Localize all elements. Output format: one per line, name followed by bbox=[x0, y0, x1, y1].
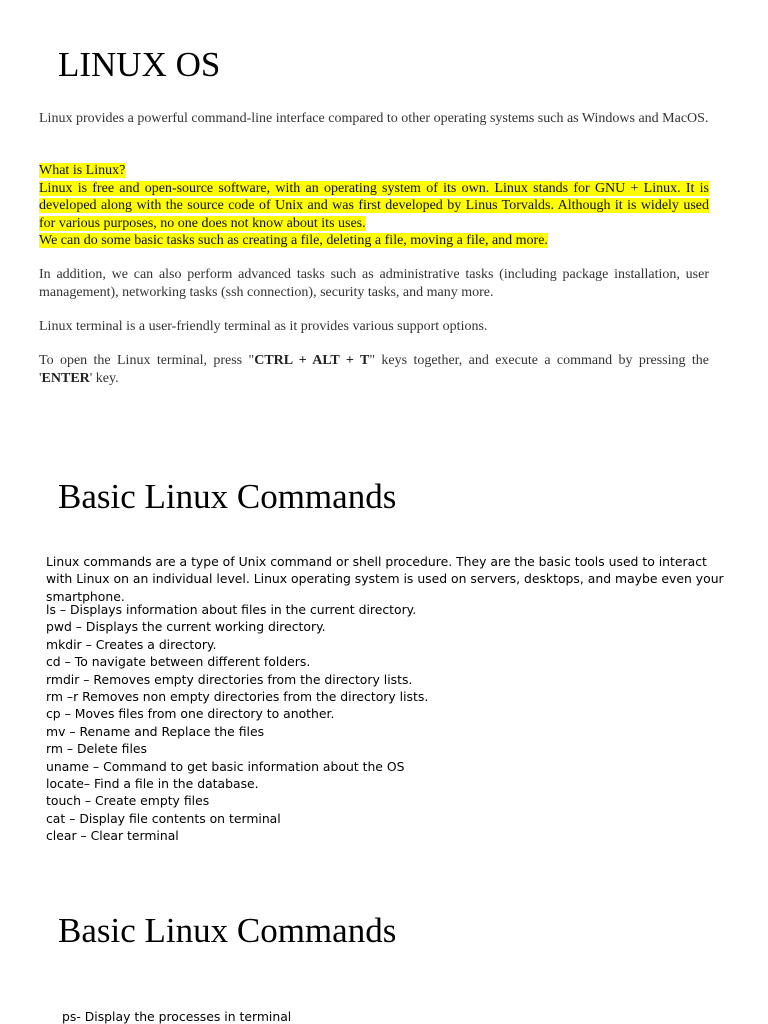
shortcut-keys: CTRL + ALT + T bbox=[254, 353, 370, 368]
intro-paragraph: Linux provides a powerful command-line interface compared to other operating systems such as Windows and MacOS. bbox=[39, 111, 709, 126]
terminal-note-paragraph: Linux terminal is a user-friendly terminal as it provides various support options. bbox=[39, 319, 488, 334]
highlighted-block bbox=[39, 162, 709, 250]
list-item: uname – Command to get basic information about the OS bbox=[46, 758, 405, 774]
list-item: ls – Displays information about files in the current directory. bbox=[46, 602, 417, 617]
section-title-linux-os: LINUX OS bbox=[58, 45, 221, 84]
highlight-what-is-linux: What is Linux? bbox=[39, 163, 126, 178]
list-item: pwd – Displays the current working directory. bbox=[46, 619, 326, 635]
command-list-2 bbox=[62, 1008, 662, 1024]
list-item: cd – To navigate between different folders. bbox=[46, 654, 311, 670]
list-item: mv – Rename and Replace the files bbox=[46, 723, 265, 739]
section-title-basic-commands-2: Basic Linux Commands bbox=[58, 911, 397, 950]
command-list bbox=[46, 601, 646, 845]
section-title-basic-commands: Basic Linux Commands bbox=[58, 477, 397, 516]
list-item: mkdir – Creates a directory. bbox=[46, 636, 217, 652]
open-terminal-paragraph bbox=[39, 352, 709, 387]
list-item: locate– Find a file in the database. bbox=[46, 776, 259, 792]
commands-intro-paragraph: Linux commands are a type of Unix command or shell procedure. They are the basic tools used to interact with Linux on an individual level. Linux operating system is used on servers, desktops, and maybe even your smartphone. bbox=[46, 554, 724, 604]
list-item: rm – Delete files bbox=[46, 741, 147, 757]
list-item: rmdir – Removes empty directories from the directory lists. bbox=[46, 671, 413, 687]
list-item: rm –r Removes non empty directories from the directory lists. bbox=[46, 689, 429, 705]
list-item: cat – Display file contents on terminal bbox=[46, 810, 281, 826]
list-item: ps- Display the processes in terminal bbox=[62, 1009, 292, 1024]
open-terminal-suffix: ' key. bbox=[89, 370, 119, 386]
open-terminal-prefix: To open the Linux terminal, press " bbox=[39, 353, 255, 368]
list-item: touch – Create empty files bbox=[46, 793, 210, 809]
advanced-tasks-paragraph: In addition, we can also perform advanced tasks such as administrative tasks (including package installation, user management), networking tasks (ssh connection), security tasks, and many more. bbox=[39, 267, 709, 300]
highlight-basic-tasks: We can do some basic tasks such as creating a file, deleting a file, moving a file, and more. bbox=[39, 233, 548, 248]
highlight-linux-description: Linux is free and open-source software, with an operating system of its own. Linux stands for GNU + Linux. It is developed along with the source code of Unix and was first developed by Linus Torvalds. Although it is widely used for various purposes, no one does not know about its uses. bbox=[39, 180, 709, 231]
list-item: clear – Clear terminal bbox=[46, 828, 179, 844]
list-item: cp – Moves files from one directory to another. bbox=[46, 706, 335, 722]
enter-key: ENTER bbox=[41, 370, 90, 386]
open-terminal-middle: " keys together, and execute a command by pressing the ' bbox=[39, 353, 709, 386]
